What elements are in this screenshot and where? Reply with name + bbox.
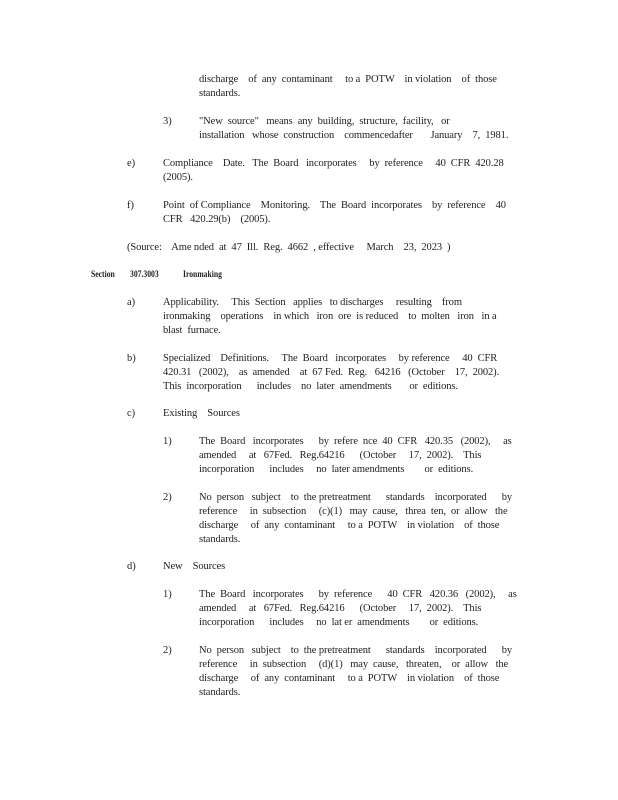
- item-c1-line-3: incorporation includes no later amendments or editions.: [199, 464, 474, 475]
- item-c1-line-2: amended at 67Fed. Reg.64216 (October 17, 2002). This: [199, 450, 482, 461]
- item-d-label: d): [127, 561, 136, 572]
- item-c2-line-3: discharge of any contaminant to a POTW in violation of those: [199, 520, 500, 531]
- item-f-line-1: Point of Compliance Monitoring. The Board incorporates by reference 40: [163, 200, 506, 211]
- item-d1-line-2: amended at 67Fed. Reg.64216 (October 17, 2002). This: [199, 603, 482, 614]
- item-b-line-2: 420.31 (2002), as amended at 67 Fed. Reg. 64216 (October 17, 2002).: [163, 367, 500, 378]
- item-b-line-1: Specialized Definitions. The Board incorporates by reference 40 CFR: [163, 353, 498, 364]
- item-d2-line-1: No person subject to the pretreatment standards incorporated by: [199, 645, 513, 656]
- item-3-line-1: "New source" means any building, structure, facility, or: [199, 116, 450, 127]
- item-e-line-1: Compliance Date. The Board incorporates by reference 40 CFR 420.28: [163, 158, 504, 169]
- item-f-label: f): [127, 200, 134, 211]
- section-word: Section: [91, 269, 115, 279]
- item-b-label: b): [127, 353, 136, 364]
- item-c1-line-1: The Board incorporates by refere nce 40 CFR 420.35 (2002), as: [199, 436, 512, 447]
- item-a-line-2: ironmaking operations in which iron ore is reduced to molten iron in a: [163, 311, 497, 322]
- item-d1-line-1: The Board incorporates by reference 40 CFR 420.36 (2002), as: [199, 589, 517, 600]
- item-c2-label: 2): [163, 492, 172, 503]
- continuation-line-2: standards.: [199, 88, 241, 99]
- item-e-label: e): [127, 158, 136, 169]
- item-d1-line-3: incorporation includes no lat er amendments or editions.: [199, 617, 479, 628]
- item-c-label: c): [127, 408, 136, 419]
- item-c1-label: 1): [163, 436, 172, 447]
- item-3-label: 3): [163, 116, 172, 127]
- item-d-heading: New Sources: [163, 561, 226, 572]
- item-c2-line-2: reference in subsection (c)(1) may cause, threa ten, or allow the: [199, 506, 508, 517]
- source-note: (Source: Ame nded at 47 Ill. Reg. 4662 , effective March 23, 2023 ): [127, 242, 451, 253]
- item-f-line-2: CFR 420.29(b) (2005).: [163, 214, 271, 225]
- item-d2-line-3: discharge of any contaminant to a POTW in violation of those: [199, 673, 500, 684]
- section-title: Ironmaking: [183, 269, 222, 279]
- item-a-line-1: Applicability. This Section applies to discharges resulting from: [163, 297, 462, 308]
- item-d1-label: 1): [163, 589, 172, 600]
- item-a-line-3: blast furnace.: [163, 325, 221, 336]
- item-c2-line-1: No person subject to the pretreatment standards incorporated by: [199, 492, 513, 503]
- section-number: 307.3003: [130, 269, 159, 279]
- item-c2-line-4: standards.: [199, 534, 241, 545]
- item-3-line-2: installation whose construction commencedafter January 7, 1981.: [199, 130, 509, 141]
- item-c-heading: Existing Sources: [163, 408, 240, 419]
- item-d2-line-2: reference in subsection (d)(1) may cause, threaten, or allow the: [199, 659, 509, 670]
- item-b-line-3: This incorporation includes no later amendments or editions.: [163, 381, 458, 392]
- item-d2-line-4: standards.: [199, 687, 241, 698]
- item-a-label: a): [127, 297, 136, 308]
- item-e-line-2: (2005).: [163, 172, 193, 183]
- item-d2-label: 2): [163, 645, 172, 656]
- continuation-line-1: discharge of any contaminant to a POTW in violation of those: [199, 74, 497, 85]
